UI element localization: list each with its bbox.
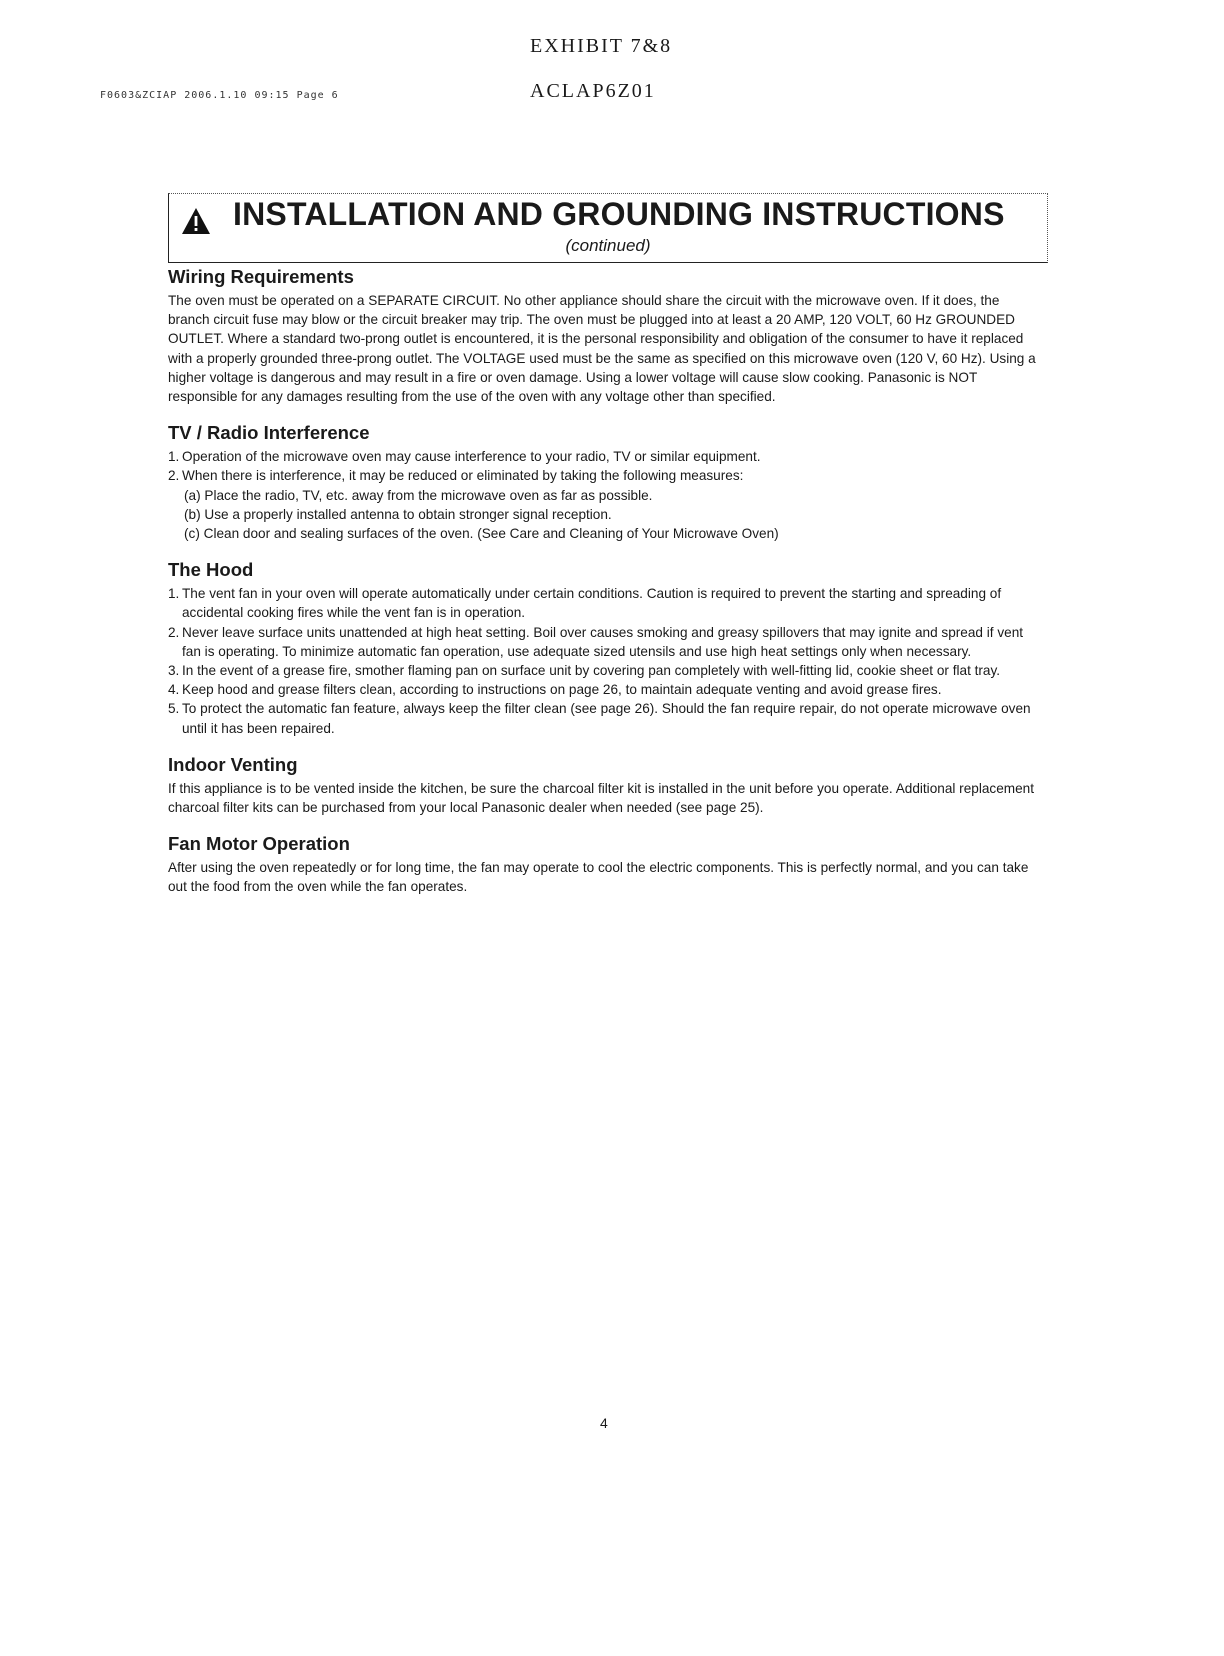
section-fan-motor-operation [168,833,1040,896]
exhibit-label: EXHIBIT 7&8 [530,35,673,57]
section-heading: The Hood [168,559,254,581]
section-paragraph: The oven must be operated on a SEPARATE CIRCUIT. No other appliance should share the circuit with the microwave oven. If it does, the branch circuit fuse may blow or the circuit breaker may trip. The oven must be plugged into at least a 20 AMP, 120 VOLT, 60 Hz GROUNDED OUTLET. Where a standard two-prong outlet is encountered, it is the personal responsibility and obligation of the consumer to have it replaced with a properly grounded three-prong outlet. The VOLTAGE used must be the same as specified on this microwave oven (120 V, 60 Hz). Using a higher voltage is dangerous and may result in a fire or oven damage. Using a lower voltage will cause slow cooking. Panasonic is NOT responsible for any damages resulting from the use of the oven with any voltage other than specified. [168,293,1036,405]
document-body [168,266,1040,913]
sub-list-item: (c) Clean door and sealing surfaces of the oven. (See Care and Cleaning of Your Microwave Oven) [184,526,779,542]
section-the-hood [168,559,1040,738]
section-heading: Fan Motor Operation [168,833,350,855]
section-tv-radio-interference [168,422,1040,543]
sub-list-item: (a) Place the radio, TV, etc. away from the microwave oven as far as possible. [184,487,653,503]
section-heading: Indoor Venting [168,753,298,775]
warning-triangle-icon [181,207,211,235]
list-item: 1. Operation of the microwave oven may cause interference to your radio, TV or similar equipment. [168,449,761,465]
list-item: 5. To protect the automatic fan feature, always keep the filter clean (see page 26). Should the fan require repair, do not operate microwave oven until it has been repaired. [168,701,1031,736]
page-subtitle: (continued) [565,236,651,255]
list-item: 3. In the event of a grease fire, smother flaming pan on surface unit by covering pan completely with well-fitting lid, cookie sheet or flat tray. [168,663,1001,679]
fax-header-line: F0603&ZCIAP 2006.1.10 09:15 Page 6 [100,90,339,101]
page-title: INSTALLATION AND GROUNDING INSTRUCTIONS [233,196,1005,232]
list-item: 2. When there is interference, it may be reduced or eliminated by taking the following measures: [168,468,744,484]
sub-list-item: (b) Use a properly installed antenna to obtain stronger signal reception. [184,506,612,522]
page-number: 4 [600,1415,608,1431]
section-heading: TV / Radio Interference [168,422,370,444]
numbered-list [168,584,1040,738]
numbered-list [168,447,1040,543]
title-banner [168,193,1048,263]
list-item: 2. Never leave surface units unattended at high heat setting. Boil over causes smoking and greasy spillovers that may ignite and spread if vent fan is operating. To minimize automatic fan operation, use adequate sized utensils and use high heat settings only when necessary. [168,624,1024,659]
list-item: 1. The vent fan in your oven will operate automatically under certain conditions. Caution is required to prevent the starting and spreading of accidental cooking fires while the vent fan is in operation. [168,586,1002,621]
model-number: ACLAP6Z01 [530,80,656,102]
list-item: 4. Keep hood and grease filters clean, according to instructions on page 26, to maintain adequate venting and avoid grease fires. [168,682,942,698]
section-heading: Wiring Requirements [168,266,354,287]
section-paragraph: If this appliance is to be vented inside the kitchen, be sure the charcoal filter kit is installed in the unit before you operate. Additional replacement charcoal filter kits can be purchased from your local Panasonic dealer when needed (see page 25). [168,780,1034,816]
section-paragraph: After using the oven repeatedly or for long time, the fan may operate to cool the electric components. This is perfectly normal, and you can take out the food from the oven while the fan operates. [168,860,1029,895]
section-indoor-venting [168,754,1040,817]
section-wiring-requirements [168,266,1040,406]
